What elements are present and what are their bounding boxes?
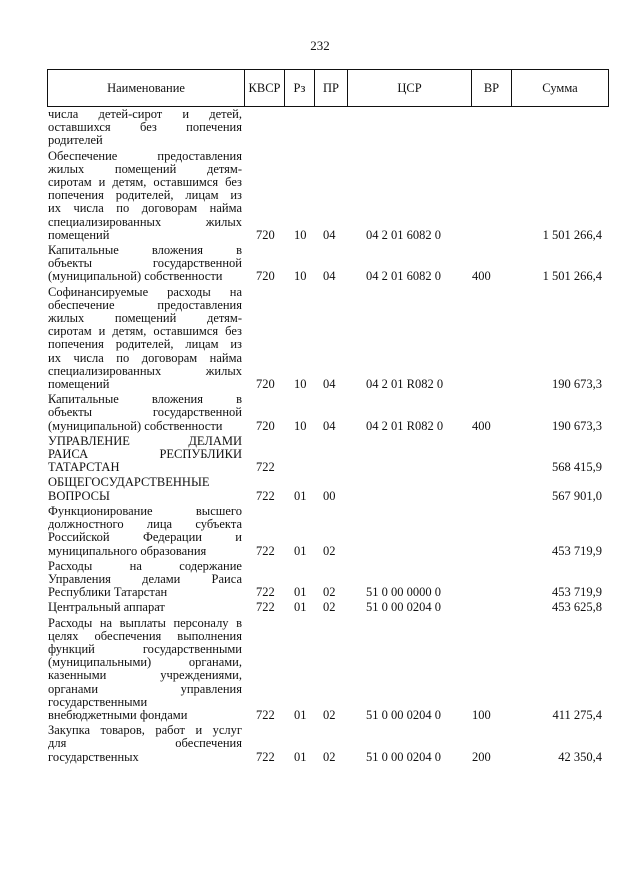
row-rz: 10 — [294, 269, 307, 284]
row-csr: 51 0 00 0204 0 — [366, 707, 441, 722]
row-sum: 1 501 266,4 — [542, 227, 602, 242]
row-name-line: Центральный аппарат — [48, 600, 165, 615]
row-name-line: их числа по договорам найма — [48, 350, 242, 365]
row-name-line: объекты государственной — [48, 405, 242, 420]
row-vr: 100 — [472, 707, 491, 722]
row-csr: 04 2 01 R082 0 — [366, 418, 444, 433]
row-name-line: объекты государственной — [48, 256, 242, 271]
row-name — [48, 435, 242, 475]
row-name-line: Республики Татарстан — [48, 585, 168, 600]
row-rz: 01 — [294, 707, 307, 722]
row-csr: 51 0 00 0000 0 — [366, 585, 441, 600]
row-name-line: помещений — [48, 377, 110, 392]
row-name-line: Обеспечение предоставления — [48, 148, 242, 163]
table-header — [47, 69, 609, 107]
row-csr: 51 0 00 0204 0 — [366, 749, 441, 764]
header-sum: Сумма — [511, 70, 608, 106]
row-pr: 04 — [323, 269, 336, 284]
row-name-line: жилых помещений детям- — [48, 161, 242, 176]
row-name — [48, 476, 242, 502]
row-pr: 04 — [323, 418, 336, 433]
row-sum: 568 415,9 — [552, 460, 602, 475]
row-kvsr: 722 — [256, 749, 275, 764]
row-name-line: ВОПРОСЫ — [48, 488, 110, 503]
header-kvsr: КВСР — [244, 70, 284, 106]
row-name-line: Российской Федерации и — [48, 530, 242, 545]
page-number: 232 — [310, 38, 330, 53]
row-vr: 400 — [472, 418, 491, 433]
row-sum: 453 625,8 — [552, 600, 602, 615]
row-name-line: ОБЩЕГОСУДАРСТВЕННЫЕ — [48, 475, 210, 490]
row-name-line: Расходы на выплаты персоналу в — [48, 615, 242, 630]
row-name — [48, 617, 242, 723]
row-name-line: Управления делами Раиса — [48, 571, 242, 586]
row-name-line: Расходы на содержание — [48, 558, 242, 573]
row-name — [48, 505, 242, 558]
row-sum: 190 673,3 — [552, 377, 602, 392]
row-rz: 01 — [294, 488, 307, 503]
table-row — [0, 505, 640, 558]
table-row — [0, 560, 640, 600]
row-name-line: попечения родителей, лицам из — [48, 188, 242, 203]
row-kvsr: 720 — [256, 377, 275, 392]
row-kvsr: 722 — [256, 707, 275, 722]
header-pr: ПР — [314, 70, 347, 106]
table-row — [0, 435, 640, 475]
row-name — [48, 108, 242, 148]
row-name-line: специализированных жилых — [48, 214, 242, 229]
row-sum: 411 275,4 — [552, 707, 602, 722]
row-name-line: государственными — [48, 694, 148, 709]
row-sum: 567 901,0 — [552, 488, 602, 503]
row-name — [48, 286, 242, 392]
row-pr: 04 — [323, 227, 336, 242]
row-name-line: государственных — [48, 749, 139, 764]
row-name-line: сиротам и детям, оставшимся без — [48, 175, 242, 190]
row-pr: 04 — [323, 377, 336, 392]
row-name-line: (муниципальными) органами, — [48, 655, 242, 670]
row-name-line: (муниципальной) собственности — [48, 269, 223, 284]
row-name-line: РАИСА РЕСПУБЛИКИ — [48, 447, 242, 462]
row-name — [48, 601, 242, 614]
table-body — [0, 108, 640, 766]
row-name-line: для обеспечения — [48, 736, 242, 751]
row-name — [48, 724, 242, 764]
row-pr: 02 — [323, 585, 336, 600]
row-name-line: помещений — [48, 227, 110, 242]
row-csr: 51 0 00 0204 0 — [366, 600, 441, 615]
row-name-line: внебюджетными фондами — [48, 707, 188, 722]
row-kvsr: 722 — [256, 460, 275, 475]
table-row — [0, 244, 640, 284]
header-name: Наименование — [107, 80, 185, 95]
row-name-line: муниципального образования — [48, 543, 207, 558]
row-name — [48, 244, 242, 284]
row-rz: 01 — [294, 585, 307, 600]
row-vr: 400 — [472, 269, 491, 284]
row-name-line: оставшихся без попечения — [48, 120, 242, 135]
row-rz: 10 — [294, 418, 307, 433]
row-name-line: казенными учреждениями, — [48, 668, 242, 683]
row-sum: 453 719,9 — [552, 585, 602, 600]
row-csr: 04 2 01 R082 0 — [366, 377, 444, 392]
row-csr: 04 2 01 6082 0 — [366, 227, 441, 242]
table-row — [0, 476, 640, 502]
row-sum: 190 673,3 — [552, 418, 602, 433]
table-row — [0, 601, 640, 614]
row-kvsr: 722 — [256, 488, 275, 503]
row-rz: 01 — [294, 543, 307, 558]
row-pr: 02 — [323, 600, 336, 615]
row-name — [48, 560, 242, 600]
row-vr: 200 — [472, 749, 491, 764]
row-rz: 01 — [294, 600, 307, 615]
row-name — [48, 150, 242, 242]
row-pr: 02 — [323, 749, 336, 764]
table-row — [0, 393, 640, 433]
row-name-line: жилых помещений детям- — [48, 311, 242, 326]
row-rz: 10 — [294, 377, 307, 392]
row-pr: 00 — [323, 488, 336, 503]
row-name-line: обеспечение предоставления — [48, 297, 242, 312]
table-row — [0, 150, 640, 242]
row-rz: 01 — [294, 749, 307, 764]
table-row — [0, 724, 640, 764]
table-row — [0, 617, 640, 723]
row-sum: 42 350,4 — [558, 749, 602, 764]
row-kvsr: 720 — [256, 227, 275, 242]
row-name-line: родителей — [48, 133, 103, 148]
row-name-line: попечения родителей, лицам из — [48, 337, 242, 352]
row-name-line: должностного лица субъекта — [48, 517, 242, 532]
row-name-line: специализированных жилых — [48, 363, 242, 378]
row-name-line: органами управления — [48, 681, 242, 696]
header-csr: ЦСР — [347, 70, 471, 106]
row-pr: 02 — [323, 543, 336, 558]
row-name-line: Софинансируемые расходы на — [48, 284, 242, 299]
row-name-line: Функционирование высшего — [48, 503, 242, 518]
row-sum: 1 501 266,4 — [542, 269, 602, 284]
row-name-line: целях обеспечения выполнения — [48, 628, 242, 643]
row-kvsr: 720 — [256, 418, 275, 433]
row-sum: 453 719,9 — [552, 543, 602, 558]
table-row — [0, 286, 640, 392]
row-rz: 10 — [294, 227, 307, 242]
row-name-line: УПРАВЛЕНИЕ ДЕЛАМИ — [48, 433, 242, 448]
row-csr: 04 2 01 6082 0 — [366, 269, 441, 284]
row-kvsr: 722 — [256, 543, 275, 558]
table-row — [0, 108, 640, 148]
row-kvsr: 722 — [256, 600, 275, 615]
row-name-line: ТАТАРСТАН — [48, 460, 120, 475]
row-kvsr: 720 — [256, 269, 275, 284]
row-name-line: Капитальные вложения в — [48, 243, 242, 258]
row-name-line: сиротам и детям, оставшимся без — [48, 324, 242, 339]
row-name-line: Капитальные вложения в — [48, 392, 242, 407]
row-name — [48, 393, 242, 433]
row-name-line: числа детей-сирот и детей, — [48, 107, 242, 121]
row-name-line: (муниципальной) собственности — [48, 418, 223, 433]
row-name-line: функций государственными — [48, 641, 242, 656]
row-kvsr: 722 — [256, 585, 275, 600]
row-pr: 02 — [323, 707, 336, 722]
row-name-line: их числа по договорам найма — [48, 201, 242, 216]
header-rz: Рз — [284, 70, 314, 106]
header-vr: ВР — [471, 70, 511, 106]
row-name-line: Закупка товаров, работ и услуг — [48, 723, 242, 738]
